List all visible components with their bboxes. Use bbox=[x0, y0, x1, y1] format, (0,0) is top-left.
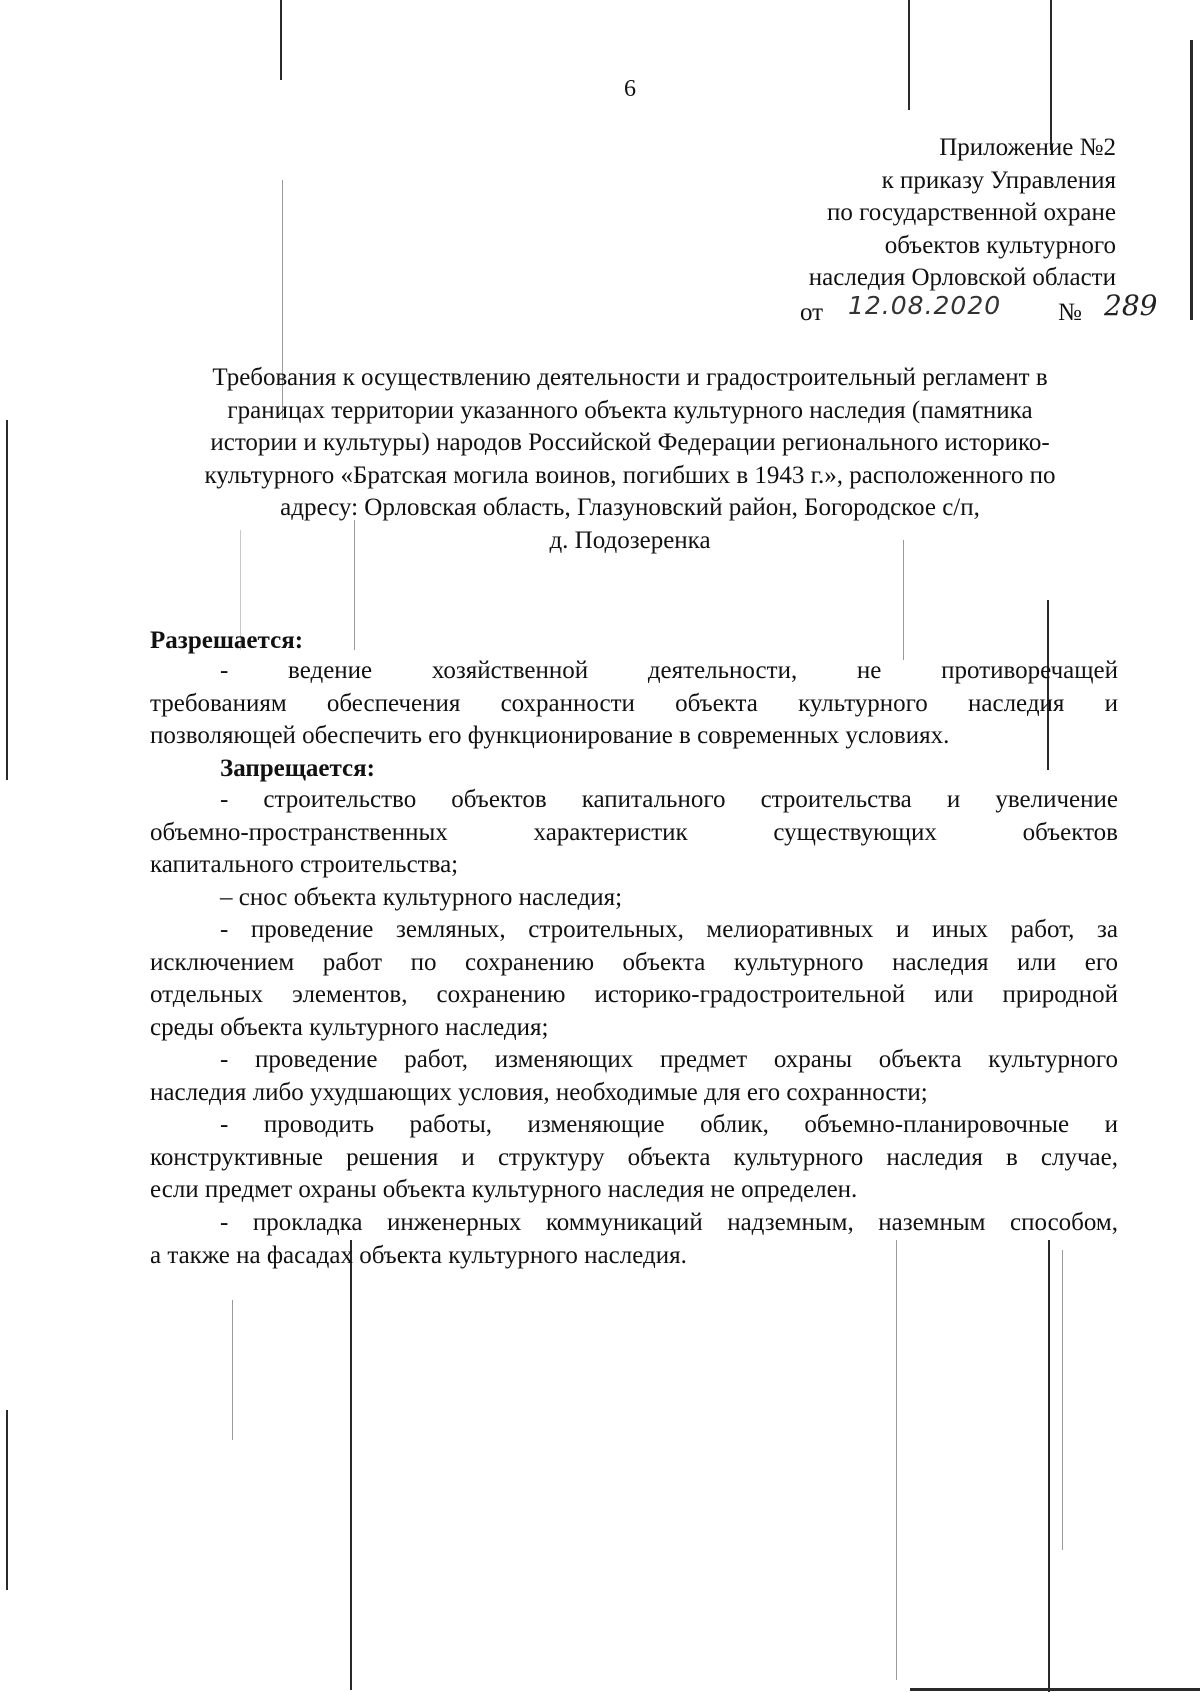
scan-artifact-line bbox=[1048, 1240, 1050, 1692]
page-number: 6 bbox=[624, 76, 636, 102]
title-line: д. Подозеренка bbox=[549, 526, 711, 554]
title-line: Требования к осуществлению деятельности и градостроительный регламент в bbox=[212, 364, 1048, 391]
paragraph-line: требованиям обеспечения сохранности объекта культурного наследия и bbox=[150, 689, 1118, 717]
paragraph-line: позволяющей обеспечить его функционирование в современных условиях. bbox=[150, 722, 950, 749]
prohibited-item bbox=[150, 1207, 1118, 1272]
prohibited-item bbox=[150, 914, 1118, 1044]
scan-artifact-line bbox=[903, 540, 904, 660]
scan-artifact-line bbox=[1050, 0, 1052, 150]
scan-artifact-line bbox=[896, 1240, 897, 1680]
paragraph-line: - проведение земляных, строительных, мелиоративных и иных работ, за bbox=[220, 916, 1118, 943]
appendix-line: наследия Орловской области bbox=[808, 264, 1116, 291]
paragraph-line: среды объекта культурного наследия; bbox=[150, 1013, 549, 1041]
paragraph-line: - строительство объектов капитального строительства и увеличение bbox=[220, 786, 1118, 813]
paragraph-line: если предмет охраны объекта культурного наследия не определен. bbox=[150, 1176, 858, 1203]
scan-artifact-line bbox=[280, 0, 282, 80]
appendix-line: к приказу Управления bbox=[881, 166, 1116, 194]
allowed-heading: Разрешается: bbox=[150, 627, 304, 654]
allowed-paragraph bbox=[150, 655, 1118, 753]
title-line: культурного «Братская могила воинов, погибших в 1943 г.», расположенного по bbox=[204, 461, 1056, 489]
appendix-line: по государственной охране bbox=[826, 199, 1116, 226]
prohibited-item bbox=[150, 1044, 1118, 1109]
scan-artifact-line bbox=[350, 1240, 352, 1690]
handwritten-order-number: 289 bbox=[1104, 289, 1158, 322]
paragraph-line: – снос объекта культурного наследия; bbox=[220, 884, 623, 911]
paragraph-line: исключением работ по сохранению объекта культурного наследия или его bbox=[150, 948, 1118, 976]
appendix-line: объектов культурного bbox=[884, 231, 1116, 259]
prohibited-item bbox=[150, 1109, 1118, 1207]
scan-artifact-line bbox=[910, 1688, 1200, 1691]
scan-artifact-line bbox=[232, 1300, 233, 1440]
prohibited-heading: Запрещается: bbox=[220, 755, 376, 782]
scan-artifact-line bbox=[6, 420, 8, 780]
paragraph-line: а также на фасадах объекта культурного наследия. bbox=[150, 1241, 687, 1269]
paragraph-line: - ведение хозяйственной деятельности, не противоречащей bbox=[220, 657, 1118, 684]
paragraph-line: отдельных элементов, сохранению историко-градостроительной или природной bbox=[150, 981, 1118, 1008]
date-prefix: от bbox=[800, 299, 824, 326]
title-line: границах территории указанного объекта культурного наследия (памятника bbox=[227, 396, 1033, 424]
paragraph-line: капитального строительства; bbox=[150, 851, 459, 878]
appendix-line: Приложение №2 bbox=[939, 134, 1116, 161]
scan-artifact-line bbox=[1062, 1250, 1063, 1550]
handwritten-date: 12.08.2020 bbox=[848, 291, 1002, 320]
title-line: истории и культуры) народов Российской Федерации регионального историко- bbox=[210, 429, 1050, 456]
order-date-line bbox=[0, 289, 1200, 331]
appendix-header bbox=[809, 132, 1116, 295]
paragraph-line: - проведение работ, изменяющих предмет охраны объекта культурного bbox=[220, 1046, 1118, 1073]
paragraph-line: конструктивные решения и структуру объекта культурного наследия в случае, bbox=[150, 1143, 1118, 1171]
title-line: адресу: Орловская область, Глазуновский район, Богородское с/п, bbox=[280, 494, 980, 521]
scan-artifact-line bbox=[6, 1410, 8, 1590]
prohibited-item bbox=[150, 784, 1118, 882]
paragraph-line: объемно-пространственных характеристик существующих объектов bbox=[150, 818, 1118, 846]
prohibited-item bbox=[150, 882, 1118, 915]
paragraph-line: - прокладка инженерных коммуникаций надземным, наземным способом, bbox=[220, 1209, 1118, 1236]
paragraph-line: - проводить работы, изменяющие облик, объемно-планировочные и bbox=[220, 1111, 1118, 1138]
number-prefix: № bbox=[1058, 299, 1082, 326]
paragraph-line: наследия либо ухудшающих условия, необходимые для его сохранности; bbox=[150, 1078, 928, 1106]
document-title bbox=[150, 362, 1110, 557]
